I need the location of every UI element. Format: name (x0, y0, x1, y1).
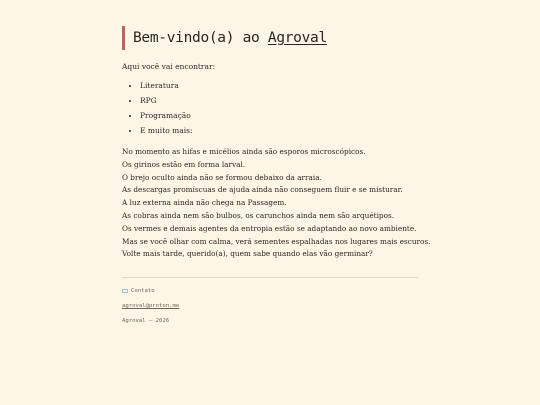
contact-label: Contato (131, 288, 155, 294)
poem-line: Mas se você olhar com calma, verá sementes espalhadas nos lugares mais escuros. (122, 236, 431, 246)
poem-line: As descargas promíscuas de ajuda ainda não conseguem fluir e se misturar. (122, 185, 403, 195)
envelope-icon (122, 289, 128, 293)
list-item: • Programação (140, 108, 192, 123)
topics-list (122, 78, 192, 138)
page-title (133, 30, 327, 46)
poem-line: A luz externa ainda não chega na Passagem. (122, 198, 287, 208)
list-item: • E muito mais: (140, 123, 192, 138)
poem-line: Os girinos estão em forma larval. (122, 159, 246, 169)
poem-line: No momento as hifas e micélios ainda são esporos microscópicos. (122, 147, 366, 156)
poem-line: Os vermes e demais agentes da entropia estão se adaptando ao novo ambiente. (122, 223, 417, 233)
email-link[interactable]: agroval@proton.me (122, 303, 180, 309)
page-header (122, 26, 418, 50)
main-content (122, 26, 431, 324)
poem-line: Volte mais tarde, querido(a), quem sabe quando elas vão germinar? (122, 249, 373, 259)
poem-text (122, 146, 431, 261)
footer-divider (122, 277, 418, 278)
copyright-text: Agroval — 2026 (122, 318, 170, 324)
brand-name: Agroval (267, 30, 327, 46)
poem-line: O brejo oculto ainda não se formou debaixo da arraia. (122, 172, 322, 182)
list-item: • RPG (140, 93, 192, 108)
title-prefix: Bem-vindo(a) ao (133, 30, 268, 46)
list-item: • Literatura (140, 78, 192, 93)
poem-line: As cobras ainda nem são bulbos, os carunchos ainda nem são arquétipos. (122, 210, 395, 220)
intro-text: Aqui você vai encontrar: (122, 62, 216, 71)
contact-heading (122, 288, 155, 294)
